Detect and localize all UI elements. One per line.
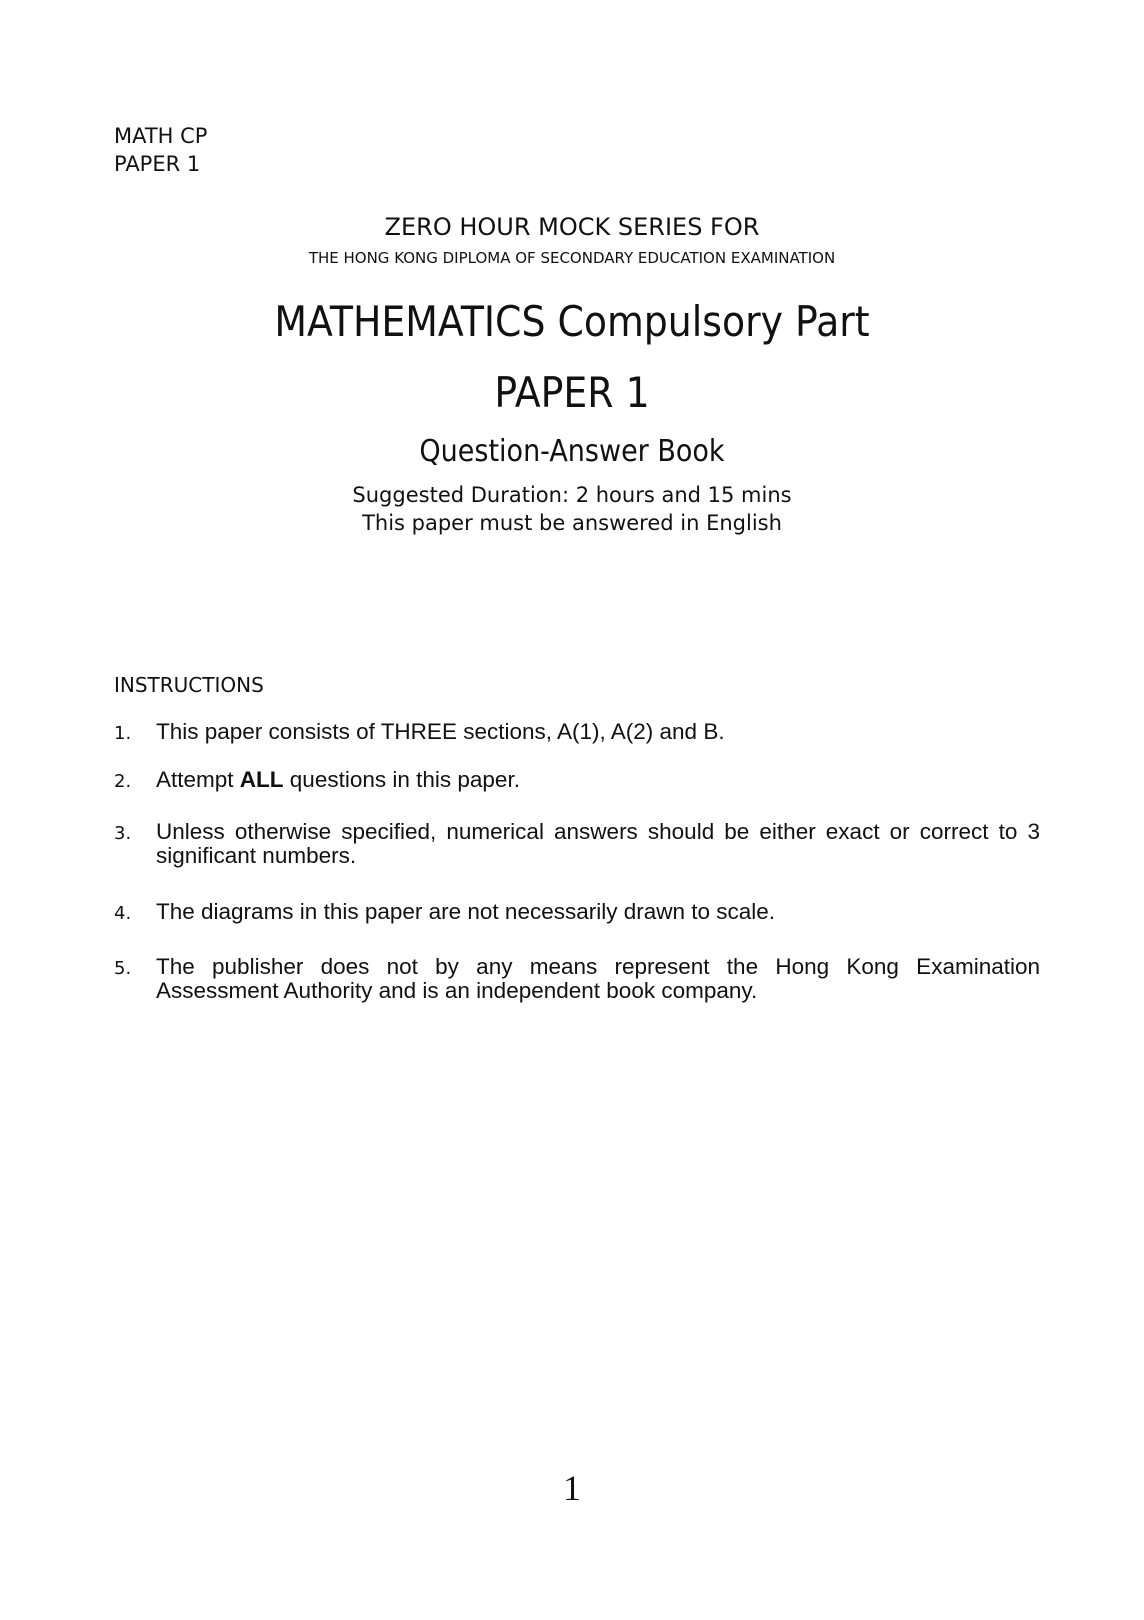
series-title: ZERO HOUR MOCK SERIES FOR [384, 213, 760, 241]
instruction-text-emphasis: ALL [239, 767, 284, 792]
instruction-number: 5. [114, 958, 132, 979]
instruction-number: 4. [114, 903, 132, 924]
instruction-number: 2. [114, 771, 132, 792]
instructions-heading: INSTRUCTIONS [114, 673, 264, 697]
paper-title: PAPER 1 [494, 368, 650, 417]
duration-text: Suggested Duration: 2 hours and 15 mins [352, 483, 792, 507]
instruction-text: The publisher does not by any means represent the Hong Kong Examination Assessment Authority and is an independent book company. [156, 954, 1040, 1003]
instruction-number: 3. [114, 823, 132, 844]
paper-code [114, 122, 207, 178]
paper-code-paper: PAPER 1 [114, 152, 201, 176]
instruction-text: The diagrams in this paper are not necessarily drawn to scale. [156, 899, 776, 924]
page-number: 1 [563, 1468, 581, 1508]
instruction-text-before: Attempt [156, 767, 240, 792]
instruction-text-after: questions in this paper. [283, 767, 520, 792]
book-title: Question-Answer Book [419, 434, 725, 469]
paper-code-subject: MATH CP [114, 124, 208, 148]
instruction-text [156, 768, 1040, 792]
language-text: This paper must be answered in English [362, 511, 782, 535]
instruction-text: This paper consists of THREE sections, A(1), A(2) and B. [156, 719, 725, 744]
subject-title: MATHEMATICS Compulsory Part [274, 297, 870, 346]
instruction-number: 1. [114, 723, 132, 744]
exam-name: THE HONG KONG DIPLOMA OF SECONDARY EDUCATION EXAMINATION [308, 249, 836, 267]
instruction-text: Unless otherwise specified, numerical answers should be either exact or correct to 3 significant numbers. [156, 819, 1040, 868]
